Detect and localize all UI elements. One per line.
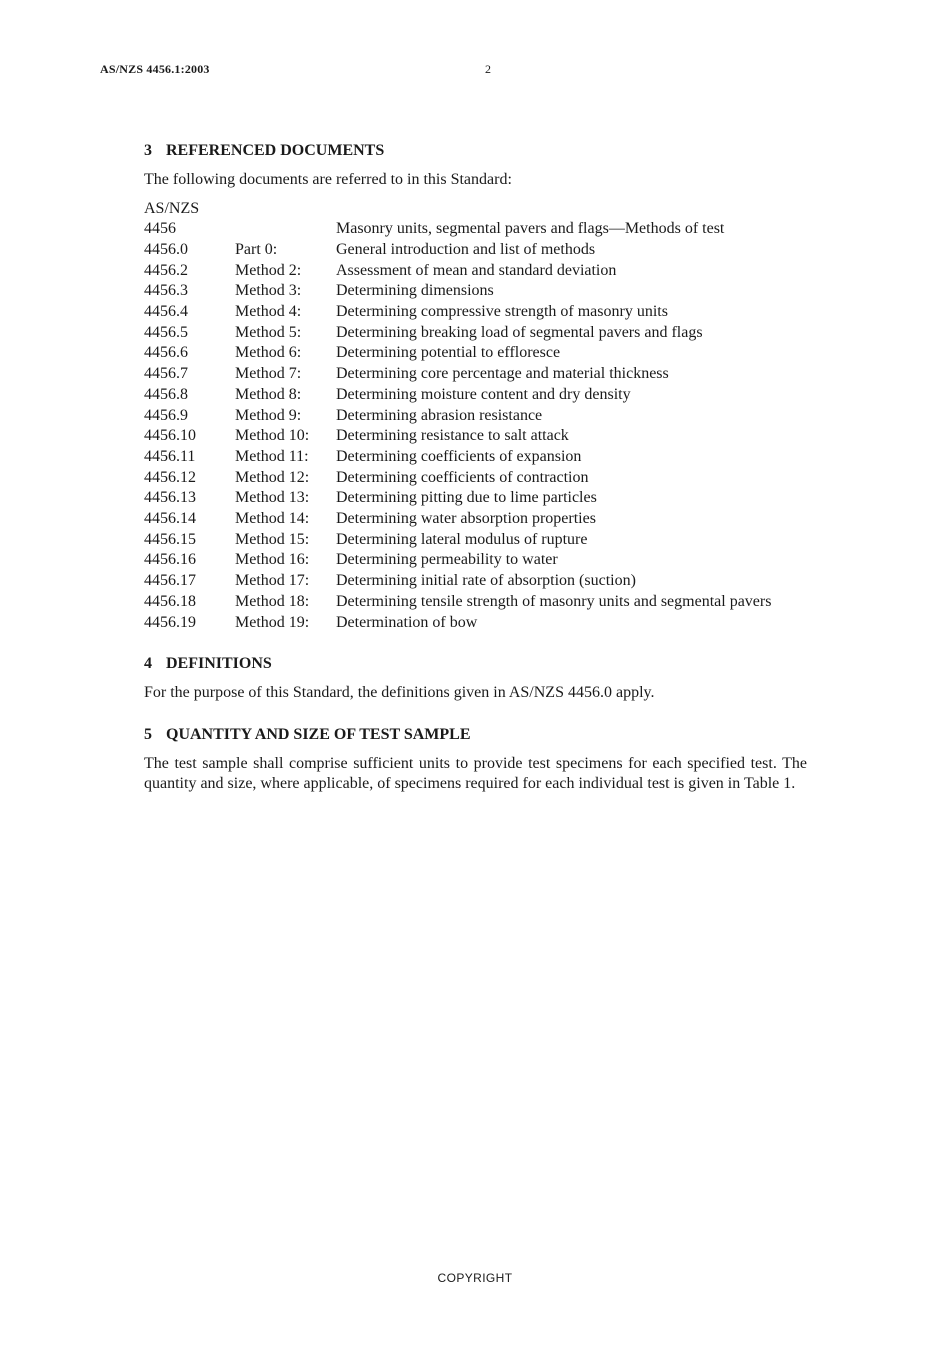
reference-number: 4456.15 bbox=[144, 530, 196, 548]
reference-method: Method 15: bbox=[235, 530, 310, 548]
reference-item bbox=[144, 468, 807, 489]
reference-title: Determining water absorption properties bbox=[336, 510, 596, 528]
reference-method: Part 0: bbox=[235, 240, 278, 258]
standard-prefix: AS/NZS bbox=[144, 199, 200, 217]
reference-method: Method 19: bbox=[235, 613, 310, 631]
reference-item bbox=[144, 219, 807, 240]
reference-method bbox=[235, 219, 336, 240]
reference-list bbox=[144, 219, 807, 633]
reference-item bbox=[144, 343, 807, 364]
reference-number: 4456.5 bbox=[144, 323, 188, 341]
reference-title: Determining potential to effloresce bbox=[336, 344, 561, 362]
reference-item bbox=[144, 530, 807, 551]
reference-method: Method 16: bbox=[235, 551, 310, 569]
reference-method: Method 11: bbox=[235, 447, 309, 465]
section-5-heading bbox=[144, 724, 807, 746]
reference-item bbox=[144, 240, 807, 261]
reference-method: Method 3: bbox=[235, 282, 302, 300]
reference-item bbox=[144, 550, 807, 571]
reference-item bbox=[144, 261, 807, 282]
reference-item bbox=[144, 302, 807, 323]
section-3-title: REFERENCED DOCUMENTS bbox=[166, 142, 385, 159]
section-4-title: DEFINITIONS bbox=[166, 655, 272, 673]
section-3-intro: The following documents are referred to in this Standard: bbox=[144, 171, 512, 188]
reference-method: Method 10: bbox=[235, 427, 310, 445]
reference-item bbox=[144, 571, 807, 592]
reference-item bbox=[144, 509, 807, 530]
reference-title: Determining lateral modulus of rupture bbox=[336, 530, 588, 548]
reference-method: Method 5: bbox=[235, 323, 302, 341]
reference-title: Assessment of mean and standard deviation bbox=[336, 261, 617, 279]
reference-number: 4456.10 bbox=[144, 427, 196, 445]
reference-title: General introduction and list of methods bbox=[336, 240, 596, 258]
reference-method: Method 14: bbox=[235, 510, 310, 528]
reference-item bbox=[144, 592, 807, 613]
reference-item bbox=[144, 406, 807, 427]
reference-title: Determining moisture content and dry density bbox=[336, 385, 631, 403]
reference-item bbox=[144, 613, 807, 634]
section-4-heading bbox=[144, 653, 807, 675]
section-3-number: 3 bbox=[144, 142, 152, 159]
reference-title: Masonry units, segmental pavers and flags—Methods of test bbox=[336, 220, 725, 238]
reference-number: 4456.0 bbox=[144, 240, 188, 258]
reference-method: Method 17: bbox=[235, 572, 310, 590]
reference-title: Determining breaking load of segmental pavers and flags bbox=[336, 323, 703, 341]
reference-item bbox=[144, 281, 807, 302]
reference-title: Determining core percentage and material thickness bbox=[336, 365, 669, 383]
reference-title: Determining dimensions bbox=[336, 282, 494, 300]
reference-number: 4456.2 bbox=[144, 261, 188, 279]
reference-method: Method 12: bbox=[235, 468, 310, 486]
reference-method: Method 2: bbox=[235, 261, 302, 279]
reference-item bbox=[144, 447, 807, 468]
reference-number: 4456.18 bbox=[144, 592, 196, 610]
reference-title: Determining resistance to salt attack bbox=[336, 427, 569, 445]
page-number: 2 bbox=[485, 62, 491, 76]
reference-method: Method 4: bbox=[235, 303, 302, 321]
section-definitions bbox=[144, 653, 807, 704]
reference-item bbox=[144, 426, 807, 447]
reference-number: 4456.17 bbox=[144, 572, 196, 590]
reference-number: 4456.3 bbox=[144, 282, 188, 300]
reference-item bbox=[144, 385, 807, 406]
reference-number: 4456.19 bbox=[144, 613, 196, 631]
reference-number: 4456.16 bbox=[144, 551, 196, 569]
section-referenced-documents bbox=[144, 140, 807, 633]
reference-item bbox=[144, 364, 807, 385]
reference-title: Determining pitting due to lime particles bbox=[336, 489, 597, 507]
section-3-heading bbox=[144, 140, 807, 162]
section-4-body: For the purpose of this Standard, the definitions given in AS/NZS 4456.0 apply. bbox=[144, 684, 655, 702]
section-5-title: QUANTITY AND SIZE OF TEST SAMPLE bbox=[166, 725, 471, 743]
document-id: AS/NZS 4456.1:2003 bbox=[100, 62, 210, 76]
reference-item bbox=[144, 323, 807, 344]
reference-method: Method 6: bbox=[235, 344, 302, 362]
reference-number: 4456.4 bbox=[144, 303, 188, 321]
reference-number: 4456.12 bbox=[144, 468, 196, 486]
reference-title: Determining coefficients of contraction bbox=[336, 468, 589, 486]
reference-title: Determining permeability to water bbox=[336, 551, 558, 569]
copyright-footer: COPYRIGHT bbox=[437, 1271, 513, 1285]
reference-item bbox=[144, 488, 807, 509]
section-test-sample bbox=[144, 724, 807, 795]
reference-method: Method 7: bbox=[235, 365, 302, 383]
reference-title: Determining tensile strength of masonry units and segmental pavers bbox=[336, 592, 772, 610]
reference-number: 4456.11 bbox=[144, 447, 196, 465]
reference-number: 4456.8 bbox=[144, 385, 188, 403]
section-5-number: 5 bbox=[144, 725, 152, 743]
reference-title: Determining initial rate of absorption (suction) bbox=[336, 572, 636, 590]
reference-title: Determining compressive strength of masonry units bbox=[336, 303, 668, 321]
reference-number: 4456.14 bbox=[144, 510, 196, 528]
reference-title: Determining abrasion resistance bbox=[336, 406, 543, 424]
reference-number: 4456.13 bbox=[144, 489, 196, 507]
reference-method: Method 13: bbox=[235, 489, 310, 507]
reference-method: Method 18: bbox=[235, 592, 310, 610]
section-5-body: The test sample shall comprise sufficient units to provide test specimens for each specified test. The quantity and size, where applicable, of specimens required for each individual test is given in Table 1. bbox=[144, 754, 807, 793]
section-4-number: 4 bbox=[144, 655, 152, 673]
reference-title: Determination of bow bbox=[336, 613, 478, 631]
reference-number: 4456.6 bbox=[144, 344, 188, 362]
reference-number: 4456.7 bbox=[144, 365, 188, 383]
reference-number: 4456 bbox=[144, 220, 176, 238]
reference-method: Method 8: bbox=[235, 385, 302, 403]
reference-method: Method 9: bbox=[235, 406, 302, 424]
page-body bbox=[144, 140, 807, 795]
reference-number: 4456.9 bbox=[144, 406, 188, 424]
reference-title: Determining coefficients of expansion bbox=[336, 447, 582, 465]
